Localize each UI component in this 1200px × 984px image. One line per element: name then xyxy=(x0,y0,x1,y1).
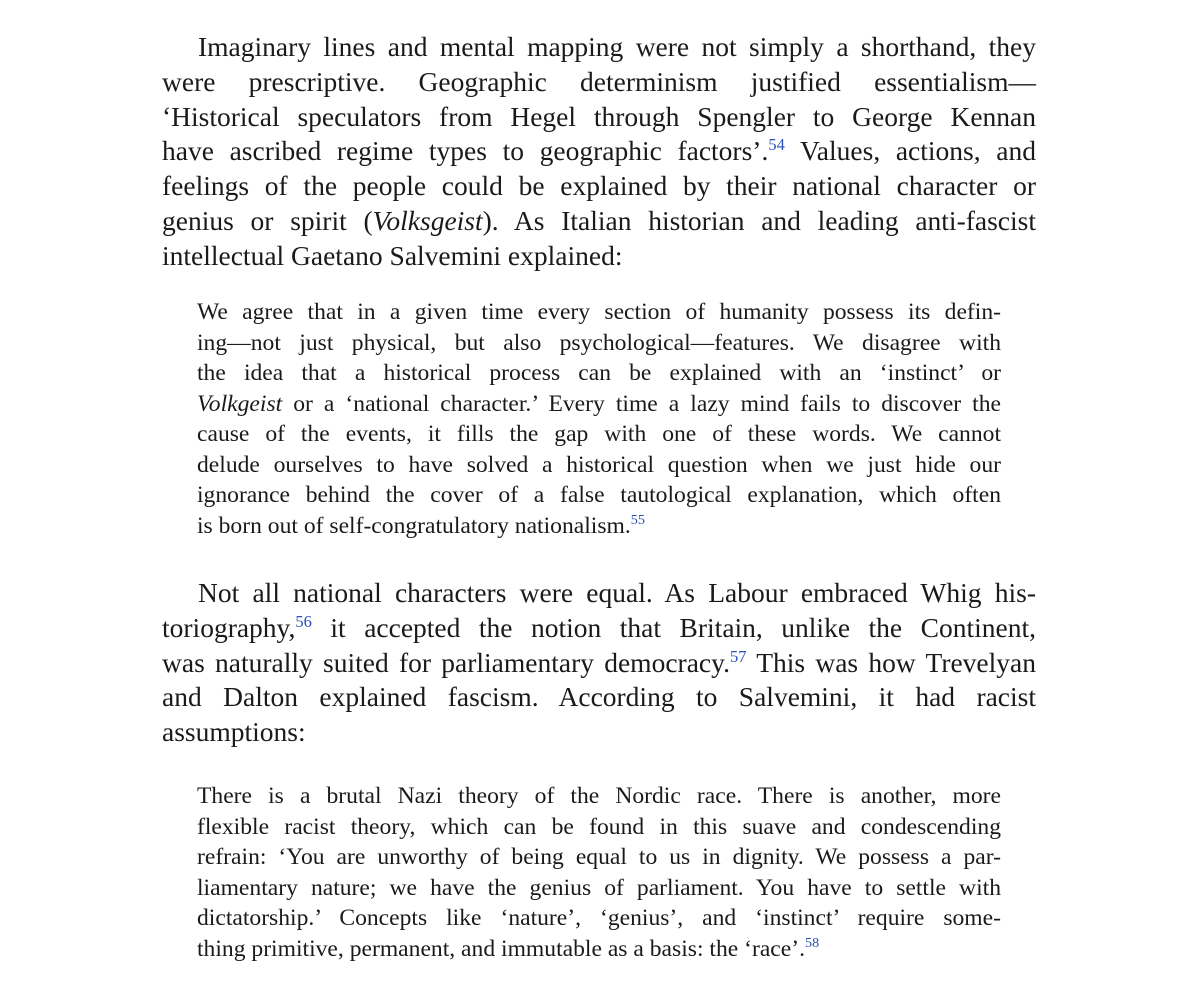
text-segment: was naturally suited for parliamentary democracy. xyxy=(162,646,730,678)
text-segment: ). As Italian historian and leading anti-fascist xyxy=(482,204,1036,236)
text-segment: genius or spirit ( xyxy=(162,204,373,236)
block-quote-2 xyxy=(197,781,1001,964)
text-line: Imaginary lines and mental mapping were not simply a shorthand, they xyxy=(198,31,1036,62)
quote-line: delude ourselves to have solved a historical question when we just hide our xyxy=(197,451,1001,478)
footnote-ref-56[interactable]: 56 xyxy=(295,611,312,631)
text-segment: have ascribed regime types to geographic factors’. xyxy=(162,135,769,167)
italic-term: Volkgeist xyxy=(197,390,283,417)
text-line: ‘Historical speculators from Hegel through Spengler to George Kennan xyxy=(162,100,1036,132)
quote-line: ing—not just physical, but also psychological—features. We disagree with xyxy=(197,329,1001,356)
text-line-with-footnote xyxy=(162,646,1036,681)
text-segment: it accepted the notion that Britain, unlike the Continent, xyxy=(311,611,1036,643)
quote-line: dictatorship.’ Concepts like ‘nature’, ‘genius’, and ‘instinct’ require some- xyxy=(197,905,1001,931)
quote-line: refrain: ‘You are unworthy of being equal to us in dignity. We possess a par- xyxy=(197,844,1001,870)
text-line: and Dalton explained fascism. According to Salvemini, it had racist xyxy=(162,681,1036,713)
text-line: assumptions: xyxy=(162,716,306,748)
quote-line: There is a brutal Nazi theory of the Nordic race. There is another, more xyxy=(197,783,1001,809)
quote-line: liamentary nature; we have the genius of parliament. You have to settle with xyxy=(197,874,1001,901)
text-segment: Values, actions, and xyxy=(800,135,1036,167)
text-line-with-italic xyxy=(162,204,1036,239)
text-line: Not all national characters were equal. As Labour embraced Whig his- xyxy=(198,577,1036,608)
quote-line: the idea that a historical process can be explained with an ‘instinct’ or xyxy=(197,360,1001,386)
footnote-ref-54[interactable]: 54 xyxy=(768,135,785,155)
quote-line-with-italic xyxy=(197,389,1001,420)
quote-line: We agree that in a given time every section of humanity possess its defin- xyxy=(197,299,1001,325)
text-segment: is born out of self-congratulatory nationalism. xyxy=(197,512,631,539)
quote-line-with-footnote xyxy=(197,511,1001,542)
text-segment: toriography, xyxy=(162,611,296,643)
text-segment: This was how Trevelyan xyxy=(746,646,1036,678)
text-line: intellectual Gaetano Salvemini explained: xyxy=(162,239,623,271)
text-line-with-footnote xyxy=(162,134,1036,169)
quote-line: ignorance behind the cover of a false tautological explanation, which often xyxy=(197,482,1001,508)
text-line: were prescriptive. Geographic determinism justified essentialism— xyxy=(162,65,1036,97)
quote-line: flexible racist theory, which can be found in this suave and condescending xyxy=(197,813,1001,840)
footnote-ref-57[interactable]: 57 xyxy=(729,646,747,666)
text-line: feelings of the people could be explained by their national character or xyxy=(162,170,1036,202)
block-quote-1 xyxy=(197,297,1001,541)
body-paragraph-2 xyxy=(162,576,1036,750)
quote-line-with-footnote xyxy=(197,934,1001,965)
body-paragraph-1 xyxy=(162,30,1036,274)
footnote-ref-58[interactable]: 58 xyxy=(805,934,820,951)
text-line-with-footnote xyxy=(162,611,1036,646)
text-segment: thing primitive, permanent, and immutable as a basis: the ‘race’. xyxy=(197,935,805,962)
text-segment: or a ‘national character.’ Every time a lazy mind fails to discover the xyxy=(282,390,1001,417)
italic-term: Volksgeist xyxy=(372,204,483,236)
quote-line: cause of the events, it fills the gap with one of these words. We cannot xyxy=(197,421,1001,447)
footnote-ref-55[interactable]: 55 xyxy=(630,511,645,528)
